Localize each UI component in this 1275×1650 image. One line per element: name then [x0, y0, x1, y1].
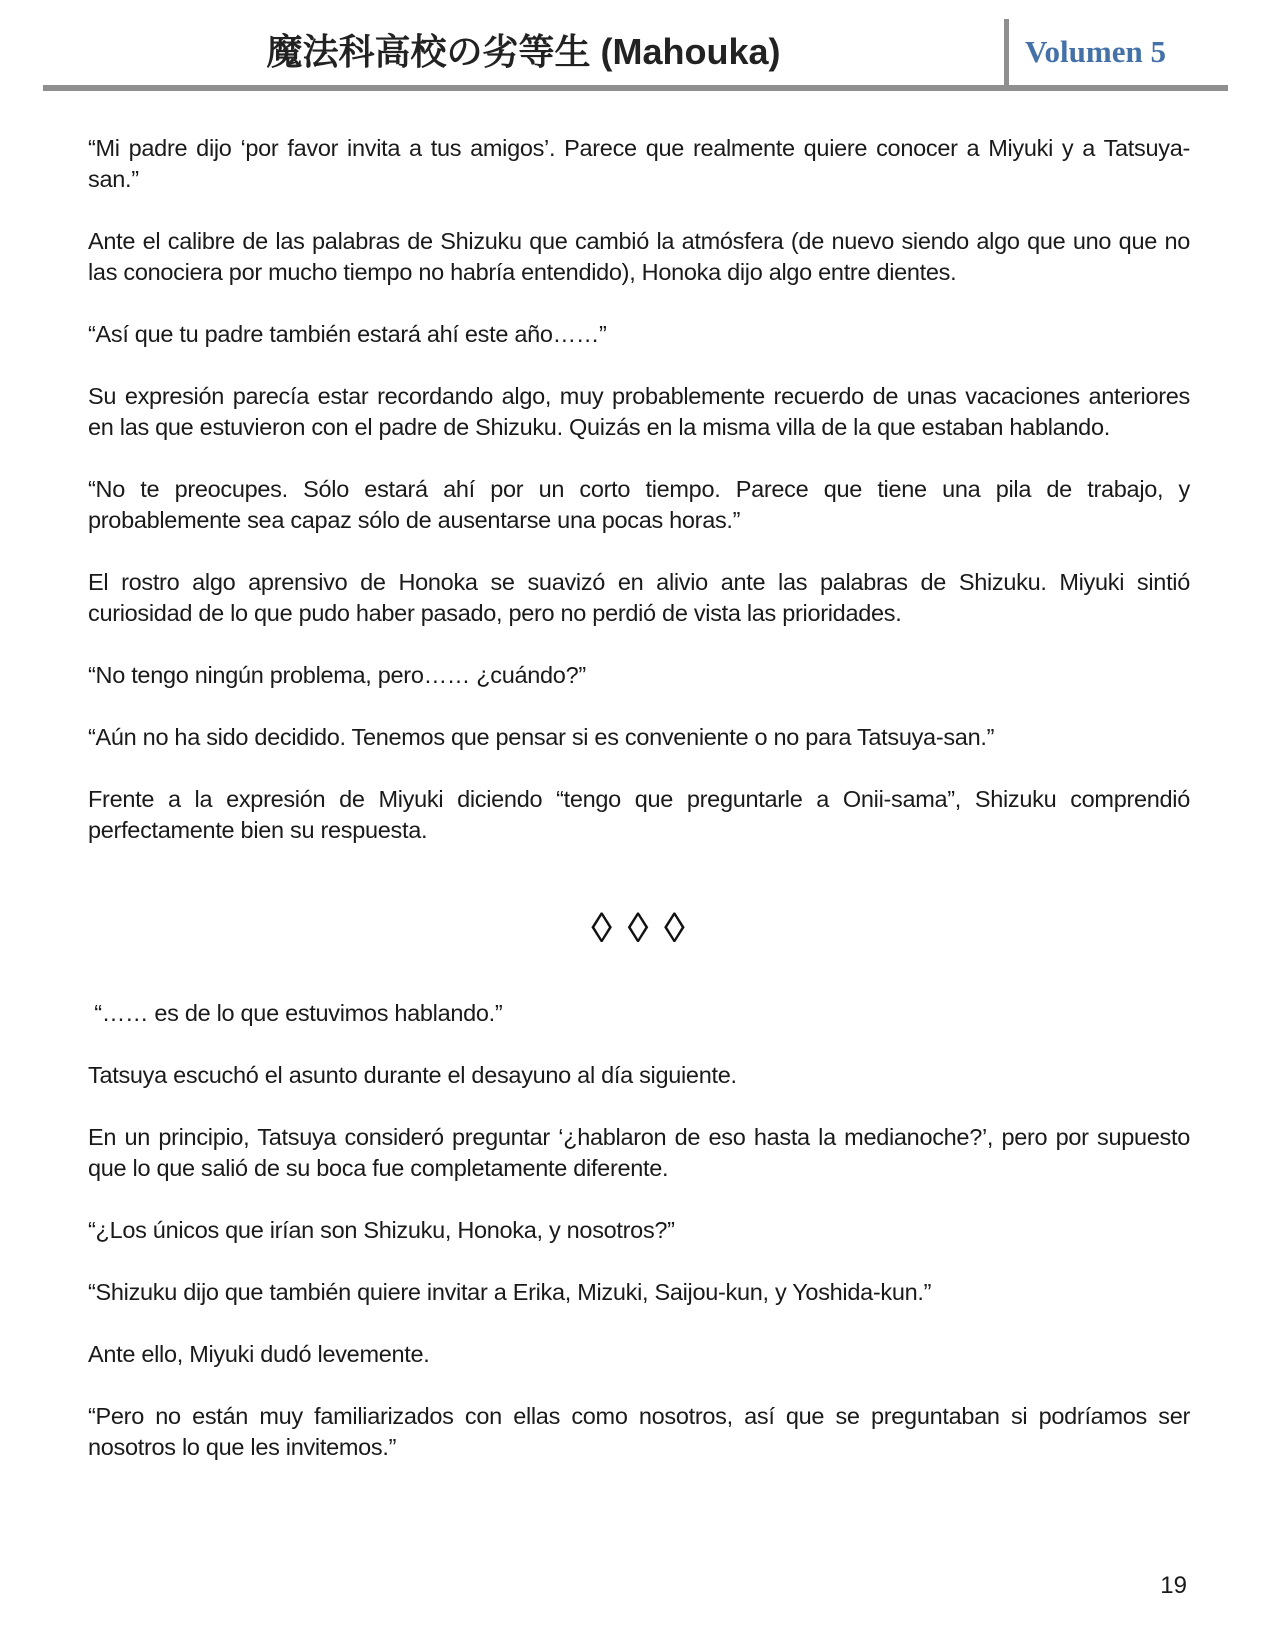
page-number: 19	[1160, 1572, 1187, 1599]
paragraph: “Shizuku dijo que también quiere invitar a Erika, Mizuki, Saijou-kun, y Yoshida-kun.”	[88, 1279, 932, 1305]
paragraph: “No te preocupes. Sólo estará ahí por un corto tiempo. Parece que tiene una pila de trabajo, y probablemente sea capaz sólo de ausentarse una pocas horas.”	[88, 476, 1197, 533]
paragraph: Ante ello, Miyuki dudó levemente.	[88, 1341, 430, 1367]
paragraph: Su expresión parecía estar recordando algo, muy probablemente recuerdo de unas vacaciones anteriores en las que estuvieron con el padre de Shizuku. Quizás en la misma villa de la que estaban hablando.	[88, 383, 1197, 440]
paragraph: El rostro algo aprensivo de Honoka se suavizó en alivio ante las palabras de Shizuku. Miyuki sintió curiosidad de lo que pudo haber pasado, pero no perdió de vista las prioridades.	[88, 569, 1197, 626]
body-text-section	[88, 133, 1197, 1463]
document-title: 魔法科高校の劣等生 (Mahouka)	[266, 31, 781, 72]
paragraph: Frente a la expresión de Miyuki diciendo “tengo que preguntarle a Onii-sama”, Shizuku comprendió perfectamente bien su respuesta.	[88, 786, 1197, 843]
paragraph: “Aún no ha sido decidido. Tenemos que pensar si es conveniente o no para Tatsuya-san.”	[88, 724, 995, 750]
paragraph: “Pero no están muy familiarizados con ellas como nosotros, así que se preguntaban si podríamos ser nosotros lo que les invitemos.”	[88, 1403, 1197, 1460]
paragraph: En un principio, Tatsuya consideró preguntar ‘¿hablaron de eso hasta la medianoche?’, pero por supuesto que lo que salió de su boca fue completamente diferente.	[88, 1124, 1197, 1181]
paragraph: “Mi padre dijo ‘por favor invita a tus amigos’. Parece que realmente quiere conocer a Miyuki y a Tatsuya-san.”	[88, 135, 1190, 192]
paragraph: “¿Los únicos que irían son Shizuku, Honoka, y nosotros?”	[88, 1217, 675, 1243]
paragraph: “No tengo ningún problema, pero…… ¿cuándo?”	[88, 662, 586, 688]
volume-label: Volumen 5	[1025, 34, 1166, 69]
paragraph: Ante el calibre de las palabras de Shizuku que cambió la atmósfera (de nuevo siendo algo que uno que no las conociera por mucho tiempo no habría entendido), Honoka dijo algo entre dientes.	[88, 228, 1197, 285]
paragraph: Tatsuya escuchó el asunto durante el desayuno al día siguiente.	[88, 1062, 737, 1088]
header-volume-cell	[1004, 19, 1228, 85]
paragraph: “…… es de lo que estuvimos hablando.”	[88, 1000, 503, 1026]
paragraph: “Así que tu padre también estará ahí este año……”	[88, 321, 607, 347]
section-divider: ◊ ◊ ◊	[591, 904, 687, 951]
page-header	[43, 0, 1228, 91]
